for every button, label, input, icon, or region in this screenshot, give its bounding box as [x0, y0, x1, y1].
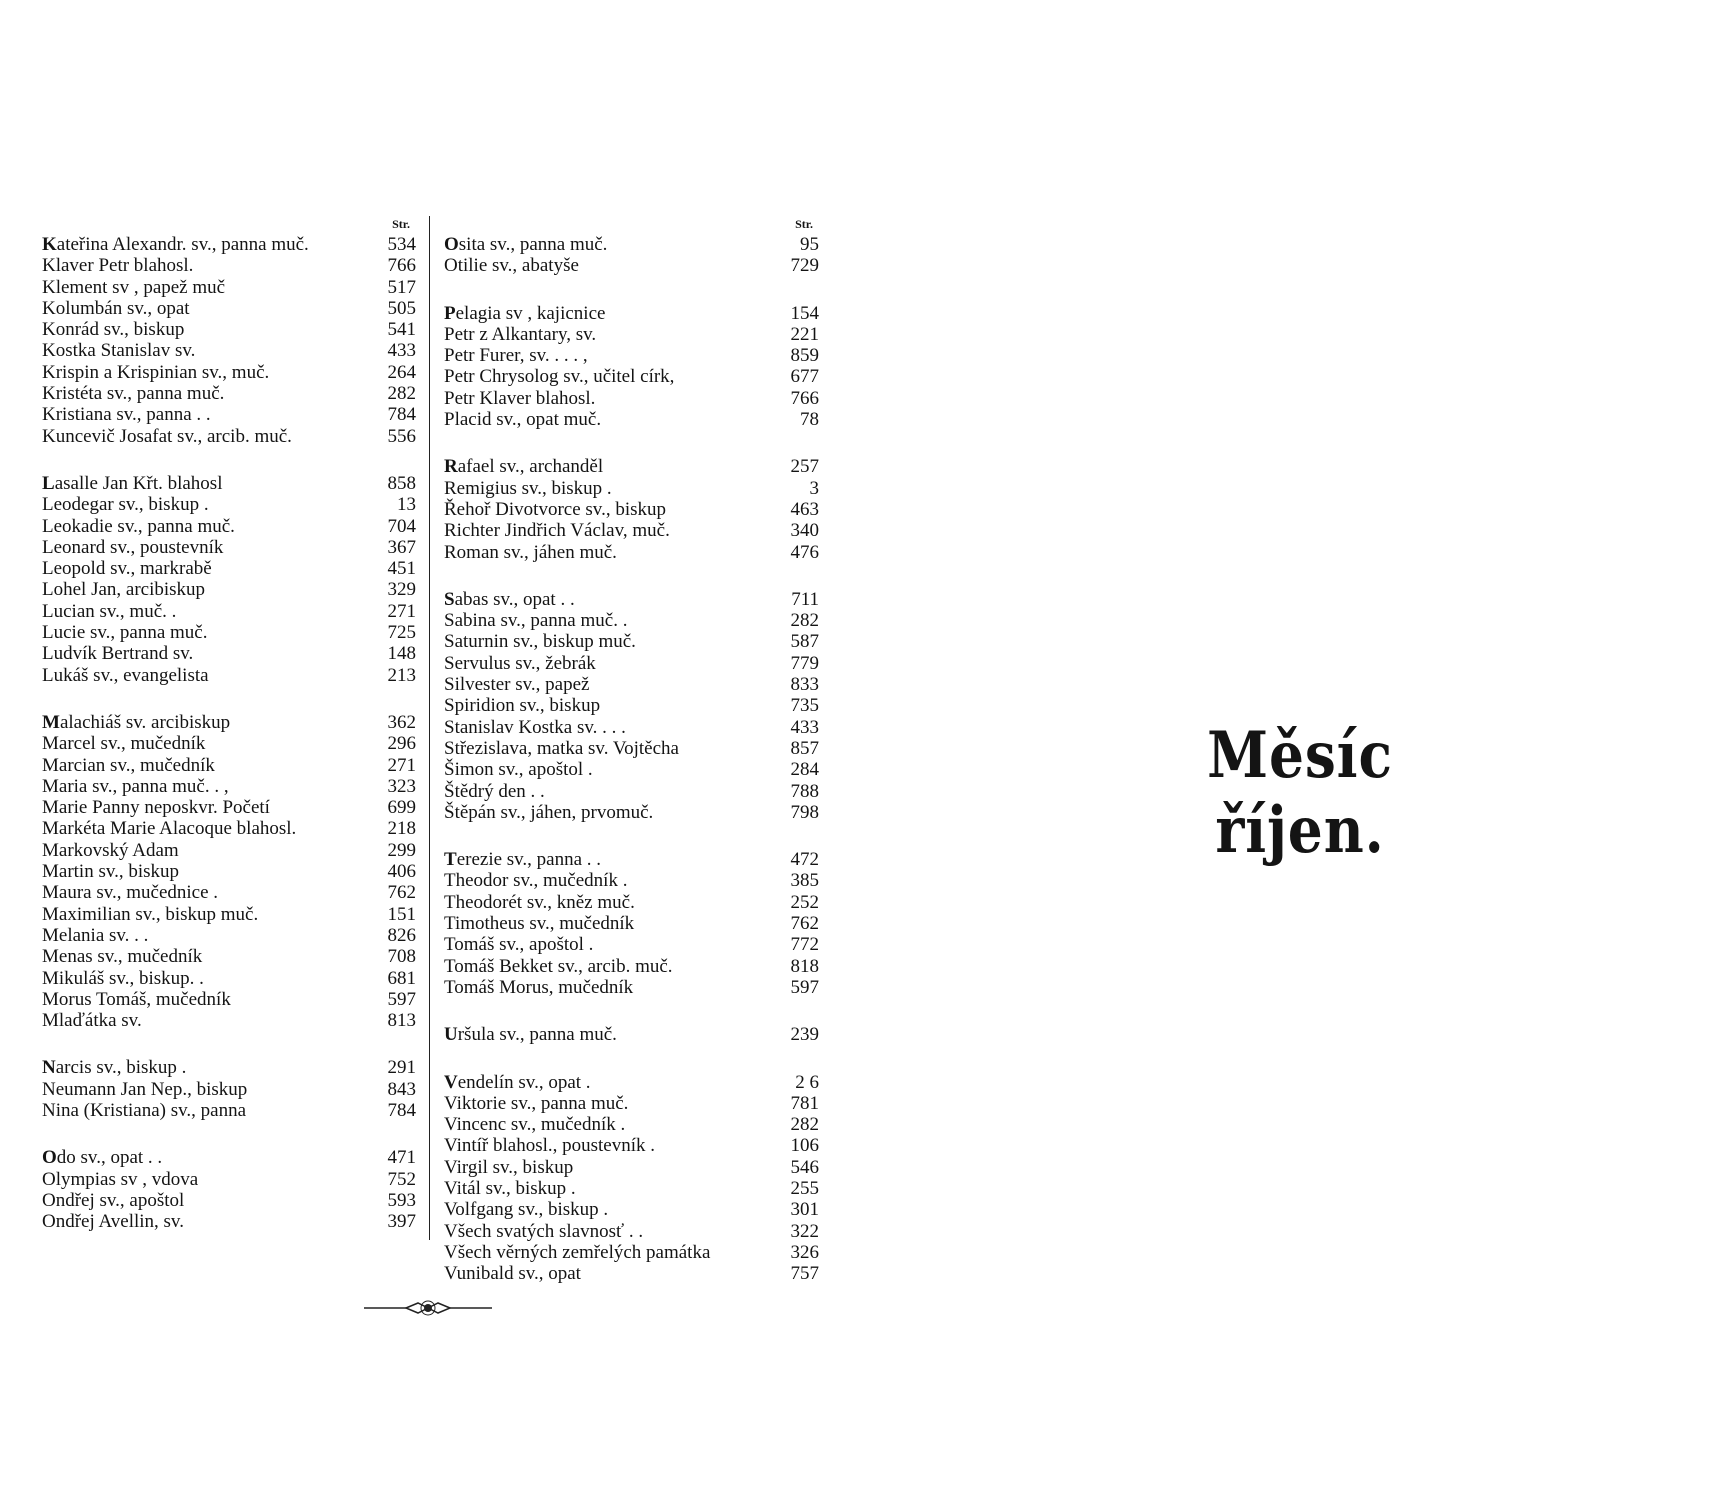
- index-entry: [42, 319, 416, 340]
- entry-name: Vincenc sv., mučedník .: [444, 1114, 626, 1136]
- entry-page-number: 151: [387, 903, 416, 925]
- index-entry: [444, 802, 819, 823]
- entry-name: Menas sv., mučedník: [42, 946, 203, 968]
- index-entry: [444, 345, 819, 366]
- index-entry: [444, 499, 819, 520]
- entry-name: Všech věrných zemřelých památka: [444, 1241, 711, 1263]
- entry-page-number: 252: [790, 891, 819, 913]
- group-gap: [444, 823, 819, 849]
- entry-name: Petr Furer, sv. . . . ,: [444, 345, 588, 367]
- index-entry: [42, 426, 416, 447]
- index-entry: [444, 456, 819, 477]
- index-entry: [42, 882, 416, 903]
- index-entry: [444, 1093, 819, 1114]
- group-gap: [444, 563, 819, 589]
- index-entry: [42, 1010, 416, 1031]
- entry-page-number: 367: [387, 536, 416, 558]
- entry-page-number: 13: [397, 494, 416, 516]
- entry-page-number: 858: [387, 472, 416, 494]
- entry-name: Tomáš Bekket sv., arcib. muč.: [444, 955, 673, 977]
- entry-name: Tomáš Morus, mučedník: [444, 976, 634, 998]
- entry-page-number: 299: [387, 839, 416, 861]
- entry-name: Markéta Marie Alacoque blahosl.: [42, 818, 297, 840]
- index-entry: [444, 934, 819, 955]
- entry-name: Vintíř blahosl., poustevník .: [444, 1135, 656, 1157]
- entry-name: Štědrý den . .: [444, 780, 545, 802]
- entry-name: Maura sv., mučednice .: [42, 882, 219, 904]
- index-entry: [444, 542, 819, 563]
- entry-page-number: 798: [790, 801, 819, 823]
- entry-name: Střezislava, matka sv. Vojtěcha: [444, 737, 679, 759]
- index-entry: [42, 776, 416, 797]
- index-entry: [444, 409, 819, 430]
- entry-name: Servulus sv., žebrák: [444, 652, 596, 674]
- index-entry: [42, 925, 416, 946]
- group-gap: [42, 686, 416, 712]
- entry-name: Petr Klaver blahosl.: [444, 387, 596, 409]
- entry-name: Odo sv., opat . .: [42, 1147, 163, 1169]
- index-entry: [42, 840, 416, 861]
- entry-name: Volfgang sv., biskup .: [444, 1199, 609, 1221]
- entry-page-number: 766: [387, 255, 416, 277]
- index-entry: [42, 818, 416, 839]
- index-entry: [444, 956, 819, 977]
- entry-name: Ondřej sv., apoštol: [42, 1189, 185, 1211]
- entry-name: Stanislav Kostka sv. . . .: [444, 716, 626, 738]
- entry-page-number: 779: [790, 652, 819, 674]
- index-entry: [444, 892, 819, 913]
- entry-page-number: 725: [387, 622, 416, 644]
- index-entry: [42, 946, 416, 967]
- entry-name: Neumann Jan Nep., biskup: [42, 1078, 248, 1100]
- entry-page-number: 463: [790, 498, 819, 520]
- entry-name: Lucie sv., panna muč.: [42, 622, 208, 644]
- letter-group: [42, 712, 416, 1031]
- entry-name: Terezie sv., panna . .: [444, 849, 602, 871]
- entry-name: Morus Tomáš, mučedník: [42, 988, 231, 1010]
- entry-page-number: 677: [790, 366, 819, 388]
- index-entry: [42, 622, 416, 643]
- entry-page-number: 296: [387, 733, 416, 755]
- entry-name: Lukáš sv., evangelista: [42, 664, 209, 686]
- entry-page-number: 843: [387, 1078, 416, 1100]
- group-gap: [444, 430, 819, 456]
- entry-name: Lucian sv., muč. .: [42, 600, 177, 622]
- entry-page-number: 729: [790, 255, 819, 277]
- index-entry: [42, 383, 416, 404]
- entry-name: Štěpán sv., jáhen, prvomuč.: [444, 801, 654, 823]
- index-entry: [444, 478, 819, 499]
- letter-group: [42, 1057, 416, 1121]
- entry-page-number: 239: [790, 1024, 819, 1046]
- entry-name: Spiridion sv., biskup: [444, 695, 601, 717]
- entry-page-number: 433: [790, 716, 819, 738]
- entry-name: Kristiana sv., panna . .: [42, 404, 211, 426]
- entry-name: Všech svatých slavnosť . .: [444, 1220, 644, 1242]
- entry-name: Petr z Alkantary, sv.: [444, 323, 597, 345]
- index-entry: [42, 1211, 416, 1232]
- index-entry: [444, 610, 819, 631]
- index-entry: [42, 797, 416, 818]
- entry-page-number: 362: [387, 711, 416, 733]
- index-entry: [42, 1169, 416, 1190]
- entry-page-number: 471: [387, 1147, 416, 1169]
- letter-group: [444, 1072, 819, 1285]
- entry-name: Viktorie sv., panna muč.: [444, 1092, 629, 1114]
- entry-page-number: 597: [387, 988, 416, 1010]
- entry-page-number: 556: [387, 425, 416, 447]
- index-entry: [42, 579, 416, 600]
- index-entry: [42, 1190, 416, 1211]
- chapter-title: Měsíc říjen.: [1207, 718, 1393, 868]
- entry-page-number: 218: [387, 818, 416, 840]
- entry-name: Uršula sv., panna muč.: [444, 1024, 617, 1046]
- entry-name: Leodegar sv., biskup .: [42, 494, 209, 516]
- index-entry: [42, 712, 416, 733]
- index-entry: [444, 303, 819, 324]
- index-column-left: [42, 214, 416, 1232]
- entry-page-number: 221: [790, 323, 819, 345]
- index-entry: [42, 733, 416, 754]
- entry-name: Timotheus sv., mučedník: [444, 913, 635, 935]
- entry-page-number: 385: [790, 870, 819, 892]
- group-initial: O: [444, 234, 459, 255]
- entry-name: Kristéta sv., panna muč.: [42, 383, 225, 405]
- entry-page-number: 735: [790, 695, 819, 717]
- index-entry: [444, 695, 819, 716]
- entry-page-number: 78: [800, 409, 819, 431]
- entry-name: Leopold sv., markrabě: [42, 558, 212, 580]
- index-entry: [444, 234, 819, 255]
- entry-name: Kateřina Alexandr. sv., panna muč.: [42, 234, 309, 255]
- group-gap: [444, 998, 819, 1024]
- entry-name: Martin sv., biskup: [42, 861, 180, 883]
- entry-page-number: 762: [790, 913, 819, 935]
- entry-name: Leonard sv., poustevník: [42, 536, 224, 558]
- entry-page-number: 255: [790, 1177, 819, 1199]
- index-entry: [42, 234, 416, 255]
- group-initial: L: [42, 472, 55, 494]
- entry-name: Klaver Petr blahosl.: [42, 255, 194, 277]
- entry-name: Theodorét sv., kněz muč.: [444, 891, 635, 913]
- index-entry: [444, 781, 819, 802]
- index-entry: [444, 653, 819, 674]
- group-initial: R: [444, 456, 458, 478]
- entry-page-number: 857: [790, 737, 819, 759]
- entry-page-number: 271: [387, 754, 416, 776]
- group-initial: K: [42, 234, 57, 255]
- group-initial: P: [444, 302, 456, 324]
- index-entry: [444, 1157, 819, 1178]
- index-entry: [444, 870, 819, 891]
- entry-name: Marcian sv., mučedník: [42, 754, 215, 776]
- entry-page-number: 284: [790, 759, 819, 781]
- entry-page-number: 517: [387, 276, 416, 298]
- entry-page-number: 264: [387, 361, 416, 383]
- column-divider: [429, 216, 430, 1240]
- entry-page-number: 859: [790, 345, 819, 367]
- group-initial: M: [42, 711, 60, 733]
- letter-group: [444, 234, 819, 277]
- page-column-header: Str.: [795, 217, 813, 231]
- entry-page-number: 534: [387, 234, 416, 255]
- entry-page-number: 541: [387, 319, 416, 341]
- entry-page-number: 340: [790, 520, 819, 542]
- group-gap: [444, 1046, 819, 1072]
- entry-name: Maria sv., panna muč. . ,: [42, 775, 229, 797]
- index-entry: [444, 1024, 819, 1045]
- index-entry: [444, 388, 819, 409]
- entry-page-number: 699: [387, 797, 416, 819]
- index-entry: [42, 340, 416, 361]
- entry-page-number: 757: [790, 1263, 819, 1285]
- entry-page-number: 326: [790, 1241, 819, 1263]
- index-entry: [42, 1079, 416, 1100]
- entry-name: Saturnin sv., biskup muč.: [444, 631, 636, 653]
- group-gap: [42, 1121, 416, 1147]
- index-entry: [444, 1242, 819, 1263]
- index-entry: [444, 738, 819, 759]
- index-entry: [444, 589, 819, 610]
- entry-page-number: 704: [387, 515, 416, 537]
- entry-page-number: 781: [790, 1092, 819, 1114]
- entry-name: Richter Jindřich Václav, muč.: [444, 520, 670, 542]
- index-entry: [42, 1057, 416, 1078]
- letter-group: [42, 473, 416, 686]
- group-initial: O: [42, 1147, 57, 1169]
- entry-page-number: 3: [809, 477, 819, 499]
- entry-name: Rafael sv., archanděl: [444, 456, 604, 478]
- entry-name: Remigius sv., biskup .: [444, 477, 612, 499]
- index-groups: [444, 234, 819, 1284]
- group-gap: [42, 1031, 416, 1057]
- entry-name: Mikuláš sv., biskup. .: [42, 967, 204, 989]
- entry-name: Virgil sv., biskup: [444, 1156, 574, 1178]
- entry-name: Sabina sv., panna muč. .: [444, 610, 628, 632]
- index-column-right: [444, 214, 819, 1284]
- index-entry: [444, 849, 819, 870]
- letter-group: [42, 234, 416, 447]
- entry-name: Ludvík Bertrand sv.: [42, 643, 194, 665]
- letter-group: [444, 456, 819, 562]
- index-entry: [42, 1100, 416, 1121]
- index-entry: [42, 404, 416, 425]
- index-entry: [444, 1072, 819, 1093]
- index-entry: [444, 1114, 819, 1135]
- entry-page-number: 2 6: [795, 1071, 819, 1093]
- entry-page-number: 505: [387, 297, 416, 319]
- index-entry: [444, 1135, 819, 1156]
- index-entry: [42, 1147, 416, 1168]
- entry-name: Vitál sv., biskup .: [444, 1177, 576, 1199]
- entry-name: Kuncevič Josafat sv., arcib. muč.: [42, 425, 292, 447]
- index-entry: [444, 1199, 819, 1220]
- entry-page-number: 476: [790, 541, 819, 563]
- entry-page-number: 708: [387, 946, 416, 968]
- entry-page-number: 681: [387, 967, 416, 989]
- entry-page-number: 597: [790, 976, 819, 998]
- index-entry: [42, 277, 416, 298]
- entry-name: Konrád sv., biskup: [42, 319, 185, 341]
- index-entry: [42, 755, 416, 776]
- letter-group: [444, 303, 819, 431]
- index-entry: [444, 759, 819, 780]
- entry-name: Řehoř Divotvorce sv., biskup: [444, 498, 666, 520]
- index-entry: [42, 665, 416, 686]
- entry-page-number: 106: [790, 1135, 819, 1157]
- entry-page-number: 406: [387, 861, 416, 883]
- entry-page-number: 329: [387, 579, 416, 601]
- group-initial: T: [444, 849, 457, 871]
- entry-page-number: 433: [387, 340, 416, 362]
- entry-page-number: 788: [790, 780, 819, 802]
- entry-page-number: 154: [790, 302, 819, 324]
- entry-name: Pelagia sv , kajicnice: [444, 302, 606, 324]
- index-entry: [42, 601, 416, 622]
- entry-name: Šimon sv., apoštol .: [444, 759, 593, 781]
- index-entry: [42, 473, 416, 494]
- index-entry: [444, 674, 819, 695]
- index-entry: [42, 904, 416, 925]
- entry-name: Malachiáš sv. arcibiskup: [42, 711, 231, 733]
- index-entry: [42, 643, 416, 664]
- group-initial: N: [42, 1057, 56, 1079]
- index-entry: [42, 494, 416, 515]
- index-entry: [444, 324, 819, 345]
- index-entry: [444, 255, 819, 276]
- index-entry: [42, 362, 416, 383]
- entry-page-number: 772: [790, 934, 819, 956]
- index-entry: [444, 913, 819, 934]
- entry-page-number: 818: [790, 955, 819, 977]
- entry-name: Ondřej Avellin, sv.: [42, 1211, 184, 1233]
- letter-group: [42, 1147, 416, 1232]
- entry-name: Kostka Stanislav sv.: [42, 340, 196, 362]
- entry-page-number: 833: [790, 674, 819, 696]
- entry-name: Narcis sv., biskup .: [42, 1057, 187, 1079]
- index-entry: [42, 861, 416, 882]
- index-entry: [444, 717, 819, 738]
- index-entry: [42, 989, 416, 1010]
- entry-page-number: 291: [387, 1057, 416, 1079]
- group-gap: [444, 277, 819, 303]
- entry-name: Marcel sv., mučedník: [42, 733, 206, 755]
- index-entry: [42, 558, 416, 579]
- index-entry: [444, 631, 819, 652]
- letter-group: [444, 849, 819, 998]
- entry-page-number: 813: [387, 1010, 416, 1032]
- index-entry: [42, 537, 416, 558]
- index-entry: [444, 1221, 819, 1242]
- entry-page-number: 301: [790, 1199, 819, 1221]
- entry-page-number: 784: [387, 404, 416, 426]
- letter-group: [444, 589, 819, 823]
- entry-page-number: 397: [387, 1211, 416, 1233]
- entry-page-number: 282: [387, 383, 416, 405]
- entry-name: Melania sv. . .: [42, 924, 149, 946]
- entry-page-number: 148: [387, 643, 416, 665]
- entry-name: Krispin a Krispinian sv., muč.: [42, 361, 270, 383]
- index-entry: [444, 366, 819, 387]
- entry-name: Lohel Jan, arcibiskup: [42, 579, 206, 601]
- entry-name: Lasalle Jan Křt. blahosl: [42, 472, 223, 494]
- ornament-divider: [362, 1298, 494, 1318]
- entry-name: Silvester sv., papež: [444, 674, 590, 696]
- page-column-header: Str.: [392, 217, 410, 231]
- entry-name: Vunibald sv., opat: [444, 1263, 581, 1285]
- entry-name: Klement sv , papež muč: [42, 276, 226, 298]
- entry-name: Petr Chrysolog sv., učitel círk,: [444, 366, 675, 388]
- entry-page-number: 271: [387, 600, 416, 622]
- entry-name: Theodor sv., mučedník .: [444, 870, 628, 892]
- entry-name: Markovský Adam: [42, 839, 179, 861]
- entry-page-number: 766: [790, 387, 819, 409]
- group-initial: V: [444, 1071, 458, 1093]
- entry-page-number: 546: [790, 1156, 819, 1178]
- entry-page-number: 213: [387, 664, 416, 686]
- entry-page-number: 762: [387, 882, 416, 904]
- entry-page-number: 451: [387, 558, 416, 580]
- entry-page-number: 282: [790, 1114, 819, 1136]
- entry-name: Maximilian sv., biskup muč.: [42, 903, 259, 925]
- group-initial: S: [444, 588, 455, 610]
- index-entry: [42, 298, 416, 319]
- index-entry: [42, 255, 416, 276]
- entry-name: Vendelín sv., opat .: [444, 1071, 591, 1093]
- group-initial: U: [444, 1024, 458, 1046]
- entry-page-number: 784: [387, 1099, 416, 1121]
- entry-page-number: 752: [387, 1168, 416, 1190]
- index-entry: [444, 977, 819, 998]
- entry-name: Mlaďátka sv.: [42, 1010, 142, 1032]
- entry-name: Olympias sv , vdova: [42, 1168, 199, 1190]
- entry-name: Placid sv., opat muč.: [444, 409, 602, 431]
- index-groups: [42, 234, 416, 1232]
- entry-page-number: 587: [790, 631, 819, 653]
- index-entry: [444, 520, 819, 541]
- entry-page-number: 472: [790, 849, 819, 871]
- index-entry: [444, 1263, 819, 1284]
- entry-name: Otilie sv., abatyše: [444, 255, 579, 277]
- entry-name: Tomáš sv., apoštol .: [444, 934, 594, 956]
- entry-name: Sabas sv., opat . .: [444, 588, 575, 610]
- entry-page-number: 322: [790, 1220, 819, 1242]
- entry-page-number: 282: [790, 610, 819, 632]
- index-entry: [42, 968, 416, 989]
- entry-page-number: 323: [387, 775, 416, 797]
- entry-page-number: 711: [791, 588, 819, 610]
- entry-name: Leokadie sv., panna muč.: [42, 515, 235, 537]
- entry-page-number: 593: [387, 1189, 416, 1211]
- entry-name: Marie Panny neposkvr. Početí: [42, 797, 270, 819]
- entry-page-number: 95: [800, 234, 819, 255]
- entry-page-number: 257: [790, 456, 819, 478]
- entry-name: Osita sv., panna muč.: [444, 234, 608, 255]
- index-entry: [444, 1178, 819, 1199]
- entry-page-number: 826: [387, 924, 416, 946]
- group-gap: [42, 447, 416, 473]
- index-entry: [42, 516, 416, 537]
- entry-name: Kolumbán sv., opat: [42, 297, 190, 319]
- entry-name: Roman sv., jáhen muč.: [444, 541, 617, 563]
- letter-group: [444, 1024, 819, 1045]
- entry-name: Nina (Kristiana) sv., panna: [42, 1099, 247, 1121]
